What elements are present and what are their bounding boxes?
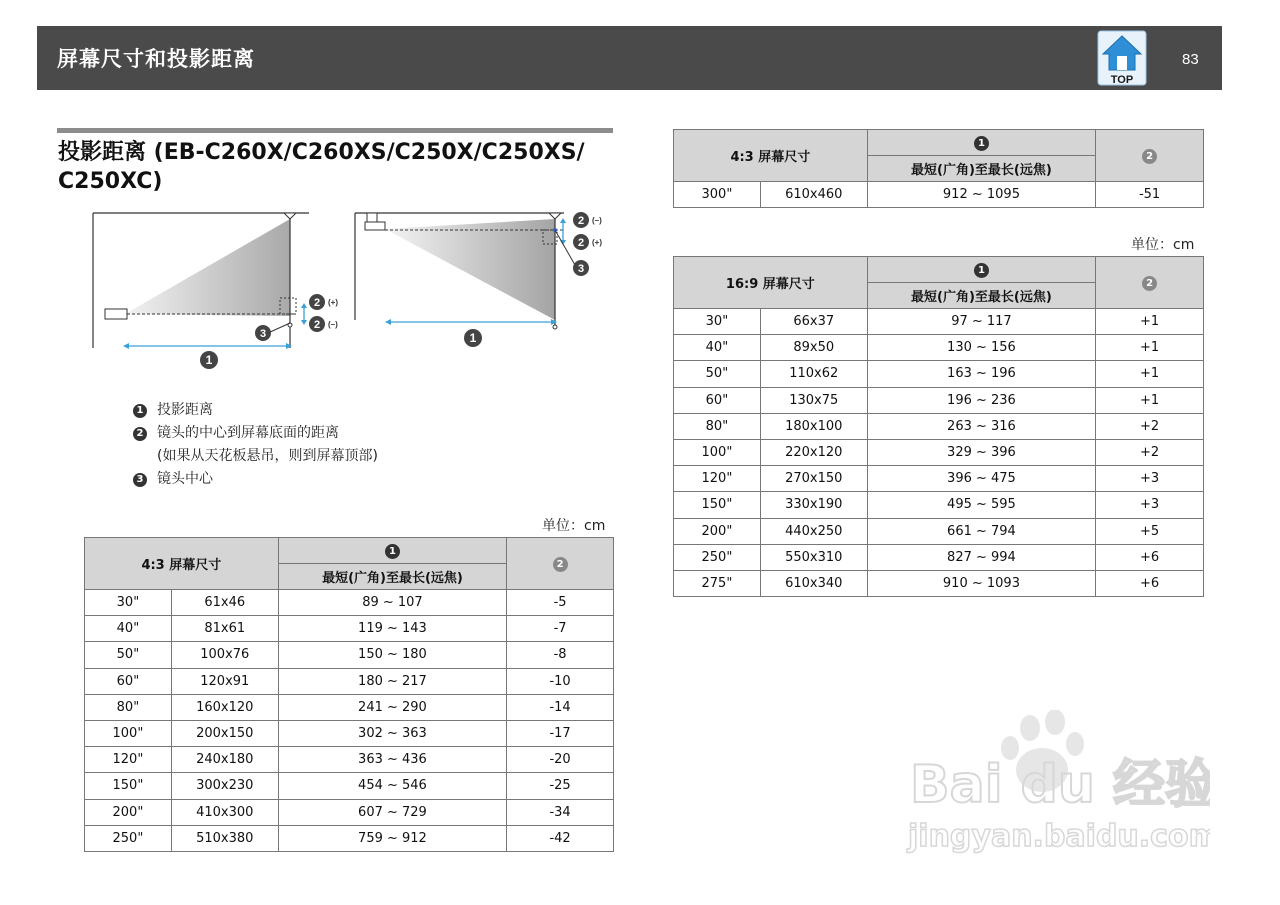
screen-size-cell: 200" <box>674 518 761 544</box>
screen-size-cell: 60" <box>674 387 761 413</box>
offset-cell: +1 <box>1096 335 1204 361</box>
offset-cell: -8 <box>507 642 614 668</box>
offset-cell: +5 <box>1096 518 1204 544</box>
size-header: 4:3 屏幕尺寸 <box>85 538 279 590</box>
screen-size-cell: 40" <box>85 616 172 642</box>
table-row <box>85 616 614 642</box>
table-4-3-right <box>673 129 1204 208</box>
col1-header <box>867 257 1095 283</box>
screen-size-cell: 275" <box>674 570 761 596</box>
circle-num-1: 1 <box>385 544 400 559</box>
offset-cell: +6 <box>1096 570 1204 596</box>
distance-range-cell: 759 ~ 912 <box>278 825 506 851</box>
distance-range-cell: 97 ~ 117 <box>867 309 1095 335</box>
size-header: 4:3 屏幕尺寸 <box>674 130 868 182</box>
plus-label-right: (+) <box>592 238 602 247</box>
table-row <box>85 668 614 694</box>
offset-cell: -42 <box>507 825 614 851</box>
offset-cell: +2 <box>1096 439 1204 465</box>
table-row <box>85 694 614 720</box>
table-row <box>674 413 1204 439</box>
dimensions-cell: 270x150 <box>760 466 867 492</box>
dimensions-cell: 550x310 <box>760 544 867 570</box>
dimensions-cell: 120x91 <box>171 668 278 694</box>
table-row <box>674 439 1204 465</box>
callout-2-right-plus: 2 <box>577 237 585 249</box>
callout-1-right: 1 <box>469 331 477 345</box>
offset-cell: -14 <box>507 694 614 720</box>
circle-num-2: 2 <box>1142 276 1157 291</box>
distance-range-cell: 495 ~ 595 <box>867 492 1095 518</box>
screen-size-cell: 250" <box>674 544 761 570</box>
callout-3-left: 3 <box>259 328 267 340</box>
dimensions-cell: 81x61 <box>171 616 278 642</box>
distance-range-cell: 363 ~ 436 <box>278 747 506 773</box>
offset-cell: -5 <box>507 590 614 616</box>
screen-size-cell: 30" <box>85 590 172 616</box>
table-row <box>85 773 614 799</box>
screen-size-cell: 250" <box>85 825 172 851</box>
offset-cell: -20 <box>507 747 614 773</box>
distance-range-cell: 302 ~ 363 <box>278 720 506 746</box>
projection-diagram <box>85 205 625 375</box>
table-row <box>674 309 1204 335</box>
table-row <box>85 747 614 773</box>
screen-size-cell: 200" <box>85 799 172 825</box>
offset-cell: +1 <box>1096 387 1204 413</box>
distance-range-cell: 607 ~ 729 <box>278 799 506 825</box>
table-row <box>674 335 1204 361</box>
dimensions-cell: 330x190 <box>760 492 867 518</box>
watermark-brand: Bai du 经验 <box>910 755 1210 815</box>
col1-header <box>278 538 506 564</box>
dimensions-cell: 610x340 <box>760 570 867 596</box>
legend-text: 镜头的中心到屏幕底面的距离 <box>157 425 339 441</box>
offset-cell: +1 <box>1096 361 1204 387</box>
screen-size-cell: 40" <box>674 335 761 361</box>
distance-range-cell: 329 ~ 396 <box>867 439 1095 465</box>
legend-text: 镜头中心 <box>157 471 213 487</box>
circle-num-2: 2 <box>553 557 568 572</box>
offset-cell: +6 <box>1096 544 1204 570</box>
offset-cell: -25 <box>507 773 614 799</box>
legend-item <box>133 422 378 445</box>
offset-cell: +1 <box>1096 309 1204 335</box>
callout-2-left-plus: 2 <box>313 297 321 309</box>
distance-range-cell: 396 ~ 475 <box>867 466 1095 492</box>
legend-note: (如果从天花板悬吊，则到屏幕顶部) <box>157 448 378 464</box>
screen-size-cell: 50" <box>85 642 172 668</box>
distance-range-cell: 661 ~ 794 <box>867 518 1095 544</box>
top-label: TOP <box>1110 74 1134 86</box>
offset-cell: +3 <box>1096 466 1204 492</box>
offset-cell: -34 <box>507 799 614 825</box>
legend-num: 1 <box>133 404 147 418</box>
distance-range-cell: 912 ~ 1095 <box>867 182 1095 208</box>
section-title-line2: C250XC) <box>58 169 163 194</box>
circle-num-1: 1 <box>974 136 989 151</box>
section-rule <box>57 128 613 133</box>
table-row <box>674 466 1204 492</box>
table-16-9 <box>673 256 1204 597</box>
circle-num-2: 2 <box>1142 149 1157 164</box>
distance-range-cell: 454 ~ 546 <box>278 773 506 799</box>
distance-range-cell: 163 ~ 196 <box>867 361 1095 387</box>
screen-size-cell: 60" <box>85 668 172 694</box>
screen-size-cell: 120" <box>85 747 172 773</box>
table-row <box>674 361 1204 387</box>
screen-size-cell: 50" <box>674 361 761 387</box>
table-row <box>674 492 1204 518</box>
col2-header <box>507 538 614 590</box>
distance-range-cell: 119 ~ 143 <box>278 616 506 642</box>
minus-label-left: (–) <box>328 320 338 329</box>
dimensions-cell: 410x300 <box>171 799 278 825</box>
page-number: 83 <box>1182 51 1199 68</box>
col1-subheader: 最短(广角)至最长(远焦) <box>867 156 1095 182</box>
screen-size-cell: 30" <box>674 309 761 335</box>
circle-num-1: 1 <box>974 263 989 278</box>
dimensions-cell: 100x76 <box>171 642 278 668</box>
diagram-legend <box>133 399 378 491</box>
distance-range-cell: 89 ~ 107 <box>278 590 506 616</box>
table-row <box>85 825 614 851</box>
screen-size-cell: 100" <box>85 720 172 746</box>
col1-header <box>867 130 1095 156</box>
header-title: 屏幕尺寸和投影距离 <box>57 47 255 71</box>
callout-1-left: 1 <box>205 353 213 367</box>
table-row <box>85 799 614 825</box>
table-row <box>674 544 1204 570</box>
distance-range-cell: 827 ~ 994 <box>867 544 1095 570</box>
dimensions-cell: 440x250 <box>760 518 867 544</box>
dimensions-cell: 510x380 <box>171 825 278 851</box>
table-row <box>85 590 614 616</box>
unit-label-right: 单位：cm <box>1131 237 1195 253</box>
legend-num: 2 <box>133 427 147 441</box>
table-row <box>85 720 614 746</box>
screen-size-cell: 100" <box>674 439 761 465</box>
dimensions-cell: 240x180 <box>171 747 278 773</box>
page-header <box>37 26 1222 90</box>
dimensions-cell: 610x460 <box>760 182 867 208</box>
legend-text: 投影距离 <box>157 402 213 418</box>
dimensions-cell: 66x37 <box>760 309 867 335</box>
baidu-watermark <box>900 710 1210 860</box>
table-row <box>674 570 1204 596</box>
legend-num: 3 <box>133 473 147 487</box>
col2-header <box>1096 130 1204 182</box>
col1-subheader: 最短(广角)至最长(远焦) <box>278 564 506 590</box>
screen-size-cell: 120" <box>674 466 761 492</box>
table-row <box>674 518 1204 544</box>
callout-2-left-minus: 2 <box>313 319 321 331</box>
size-header: 16:9 屏幕尺寸 <box>674 257 868 309</box>
screen-size-cell: 150" <box>85 773 172 799</box>
dimensions-cell: 130x75 <box>760 387 867 413</box>
top-home-icon[interactable] <box>1097 30 1147 86</box>
col1-subheader: 最短(广角)至最长(远焦) <box>867 283 1095 309</box>
distance-range-cell: 150 ~ 180 <box>278 642 506 668</box>
dimensions-cell: 61x46 <box>171 590 278 616</box>
offset-cell: -10 <box>507 668 614 694</box>
screen-size-cell: 80" <box>674 413 761 439</box>
distance-range-cell: 263 ~ 316 <box>867 413 1095 439</box>
callout-3-right: 3 <box>577 263 585 275</box>
screen-size-cell: 80" <box>85 694 172 720</box>
watermark-url: jingyan.baidu.com <box>908 819 1210 854</box>
dimensions-cell: 160x120 <box>171 694 278 720</box>
offset-cell: +3 <box>1096 492 1204 518</box>
dimensions-cell: 89x50 <box>760 335 867 361</box>
dimensions-cell: 110x62 <box>760 361 867 387</box>
distance-range-cell: 130 ~ 156 <box>867 335 1095 361</box>
distance-range-cell: 180 ~ 217 <box>278 668 506 694</box>
minus-label-right: (–) <box>592 216 602 225</box>
col2-header <box>1096 257 1204 309</box>
callout-2-right-minus: 2 <box>577 215 585 227</box>
offset-cell: -51 <box>1096 182 1204 208</box>
table-row <box>85 642 614 668</box>
offset-cell: -7 <box>507 616 614 642</box>
section-title <box>58 138 598 196</box>
legend-item <box>133 468 378 491</box>
unit-label-left: 单位：cm <box>542 518 606 534</box>
table-row <box>674 182 1204 208</box>
section-title-line1: 投影距离 (EB-C260X/C260XS/C250X/C250XS/ <box>58 140 585 165</box>
dimensions-cell: 180x100 <box>760 413 867 439</box>
offset-cell: +2 <box>1096 413 1204 439</box>
dimensions-cell: 300x230 <box>171 773 278 799</box>
plus-label-left: (+) <box>328 298 338 307</box>
distance-range-cell: 196 ~ 236 <box>867 387 1095 413</box>
distance-range-cell: 910 ~ 1093 <box>867 570 1095 596</box>
screen-size-cell: 150" <box>674 492 761 518</box>
dimensions-cell: 200x150 <box>171 720 278 746</box>
distance-range-cell: 241 ~ 290 <box>278 694 506 720</box>
table-row <box>674 387 1204 413</box>
dimensions-cell: 220x120 <box>760 439 867 465</box>
table-4-3-left <box>84 537 614 852</box>
legend-item <box>133 399 378 422</box>
screen-size-cell: 300" <box>674 182 761 208</box>
offset-cell: -17 <box>507 720 614 746</box>
